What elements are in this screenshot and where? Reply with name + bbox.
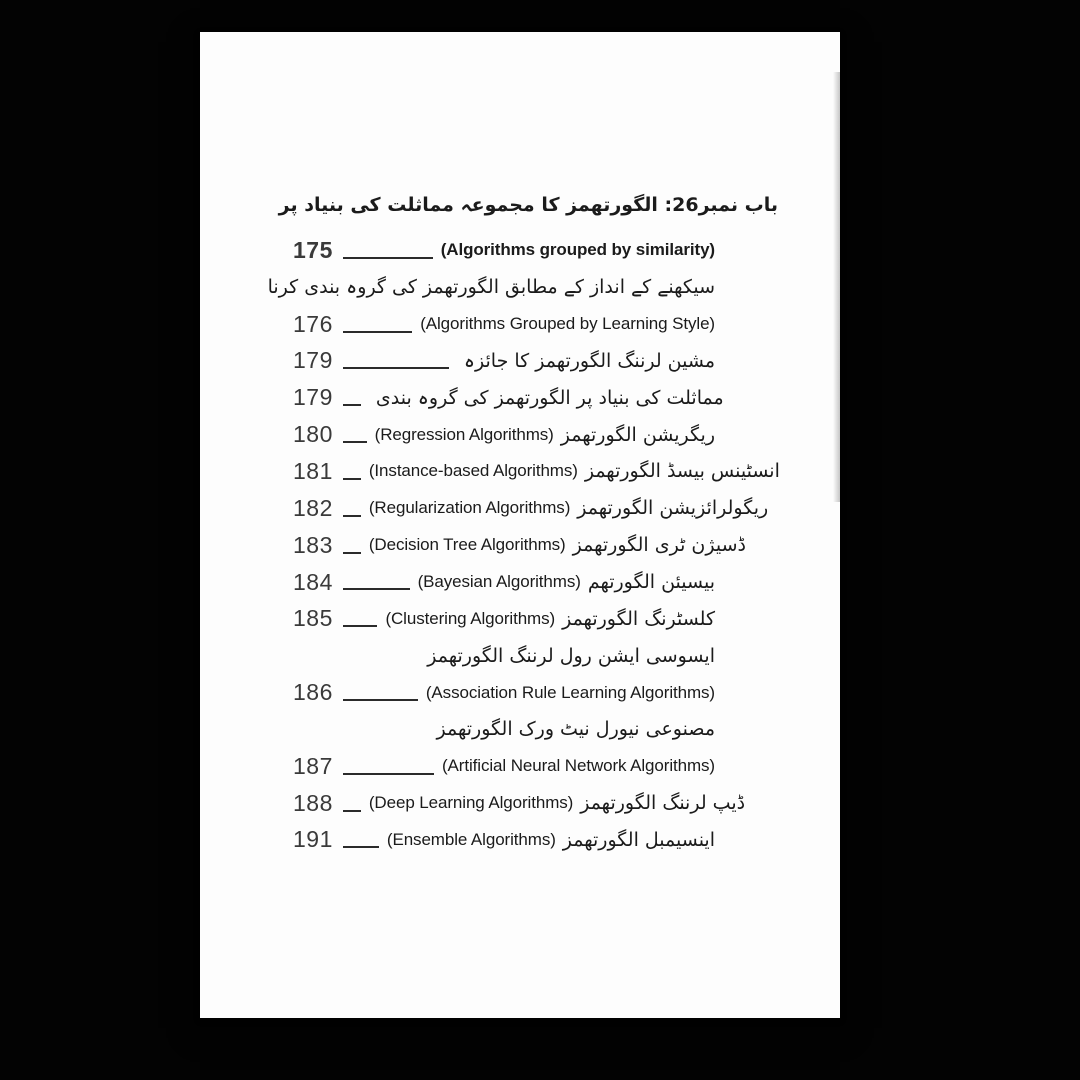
toc-entry (200, 490, 840, 527)
leader-line (343, 773, 434, 775)
leader-line (343, 846, 379, 848)
page-number: 184 (293, 568, 333, 595)
entry-title-urdu: انسٹینس بیسڈ الگورتھمز (584, 460, 780, 483)
toc-entry (200, 416, 840, 453)
entry-title-urdu: کلسٹرنگ الگورتھمز (562, 607, 715, 630)
leader-line (343, 588, 410, 590)
page-number: 182 (293, 494, 333, 521)
entry-title-urdu: سیکھنے کے انداز کے مطابق الگورتھمز کی گروہ بندی کرنا (267, 276, 715, 299)
leader-line (343, 552, 361, 554)
leader-line (343, 515, 361, 517)
page-number: 187 (293, 752, 333, 779)
leader-line (343, 625, 378, 627)
toc-entry (200, 822, 840, 859)
page-number: 179 (293, 347, 333, 374)
toc-entry (200, 269, 840, 306)
page-number: 185 (293, 605, 333, 632)
entry-title-urdu: ایسوسی ایشن رول لرننگ الگورتھمز (427, 644, 715, 667)
entry-title-english: (Regression Algorithms) (374, 424, 554, 444)
entry-title-english: (Deep Learning Algorithms) (368, 793, 574, 813)
toc-entry (200, 785, 840, 822)
toc-entry (200, 564, 840, 601)
book-page (200, 32, 840, 1018)
entry-title-english: (Algorithms Grouped by Learning Style) (420, 314, 715, 334)
toc-entry (200, 600, 840, 637)
leader-line (343, 441, 367, 443)
toc-entry (200, 674, 840, 711)
toc-entry (200, 232, 840, 269)
page-number: 181 (293, 457, 333, 484)
entry-title-english: (Ensemble Algorithms) (386, 829, 556, 849)
page-number: 188 (293, 789, 333, 816)
toc-list (200, 232, 840, 858)
entry-title-urdu: مماثلت کی بنیاد پر الگورتھمز کی گروہ بندی (375, 386, 724, 409)
entry-title-english: (Artificial Neural Network Algorithms) (442, 756, 715, 776)
toc-entry (200, 748, 840, 785)
entry-title-urdu: ریگولرائزیشن الگورتھمز (577, 497, 769, 520)
leader-line (343, 404, 361, 406)
entry-title-english: (Regularization Algorithms) (368, 498, 571, 518)
toc-entry (200, 637, 840, 674)
toc-entry (200, 453, 840, 490)
leader-line (343, 367, 449, 369)
page-number: 191 (293, 826, 333, 853)
entry-title-english: (Bayesian Algorithms) (417, 572, 581, 592)
entry-title-urdu: مصنوعی نیورل نیٹ ورک الگورتھمز (436, 718, 715, 741)
leader-line (343, 699, 418, 701)
toc-entry (200, 711, 840, 748)
entry-title-urdu: ڈسیژن ٹری الگورتھمز (572, 534, 746, 557)
leader-line (343, 331, 412, 333)
entry-title-english: (Algorithms grouped by similarity) (440, 240, 715, 260)
page-number: 180 (293, 421, 333, 448)
entry-title-english: (Instance-based Algorithms) (368, 461, 578, 481)
leader-line (343, 810, 361, 812)
entry-title-urdu: اینسیمبل الگورتھمز (562, 828, 715, 851)
page-number: 179 (293, 384, 333, 411)
page-number: 175 (293, 236, 333, 263)
entry-title-urdu: بیسیئن الگورتھم (587, 571, 715, 594)
page-number: 176 (293, 310, 333, 337)
toc-entry (200, 343, 840, 380)
entry-title-urdu: ریگریشن الگورتھمز (560, 423, 715, 446)
page-number: 186 (293, 679, 333, 706)
toc-entry (200, 379, 840, 416)
entry-title-urdu: مشین لرننگ الگورتھمز کا جائزہ (463, 349, 715, 372)
entry-title-english: (Association Rule Learning Algorithms) (425, 682, 715, 702)
toc-entry (200, 306, 840, 343)
leader-line (343, 257, 433, 259)
entry-title-english: (Decision Tree Algorithms) (368, 535, 566, 555)
entry-title-english: (Clustering Algorithms) (385, 608, 556, 628)
entry-title-urdu: ڈیپ لرننگ الگورتھمز (580, 792, 746, 815)
leader-line (343, 478, 361, 480)
page-number: 183 (293, 531, 333, 558)
toc-entry (200, 527, 840, 564)
chapter-heading: باب نمبر26: الگورتھمز کا مجموعہ مماثلت کی بنیاد پر (278, 194, 778, 216)
